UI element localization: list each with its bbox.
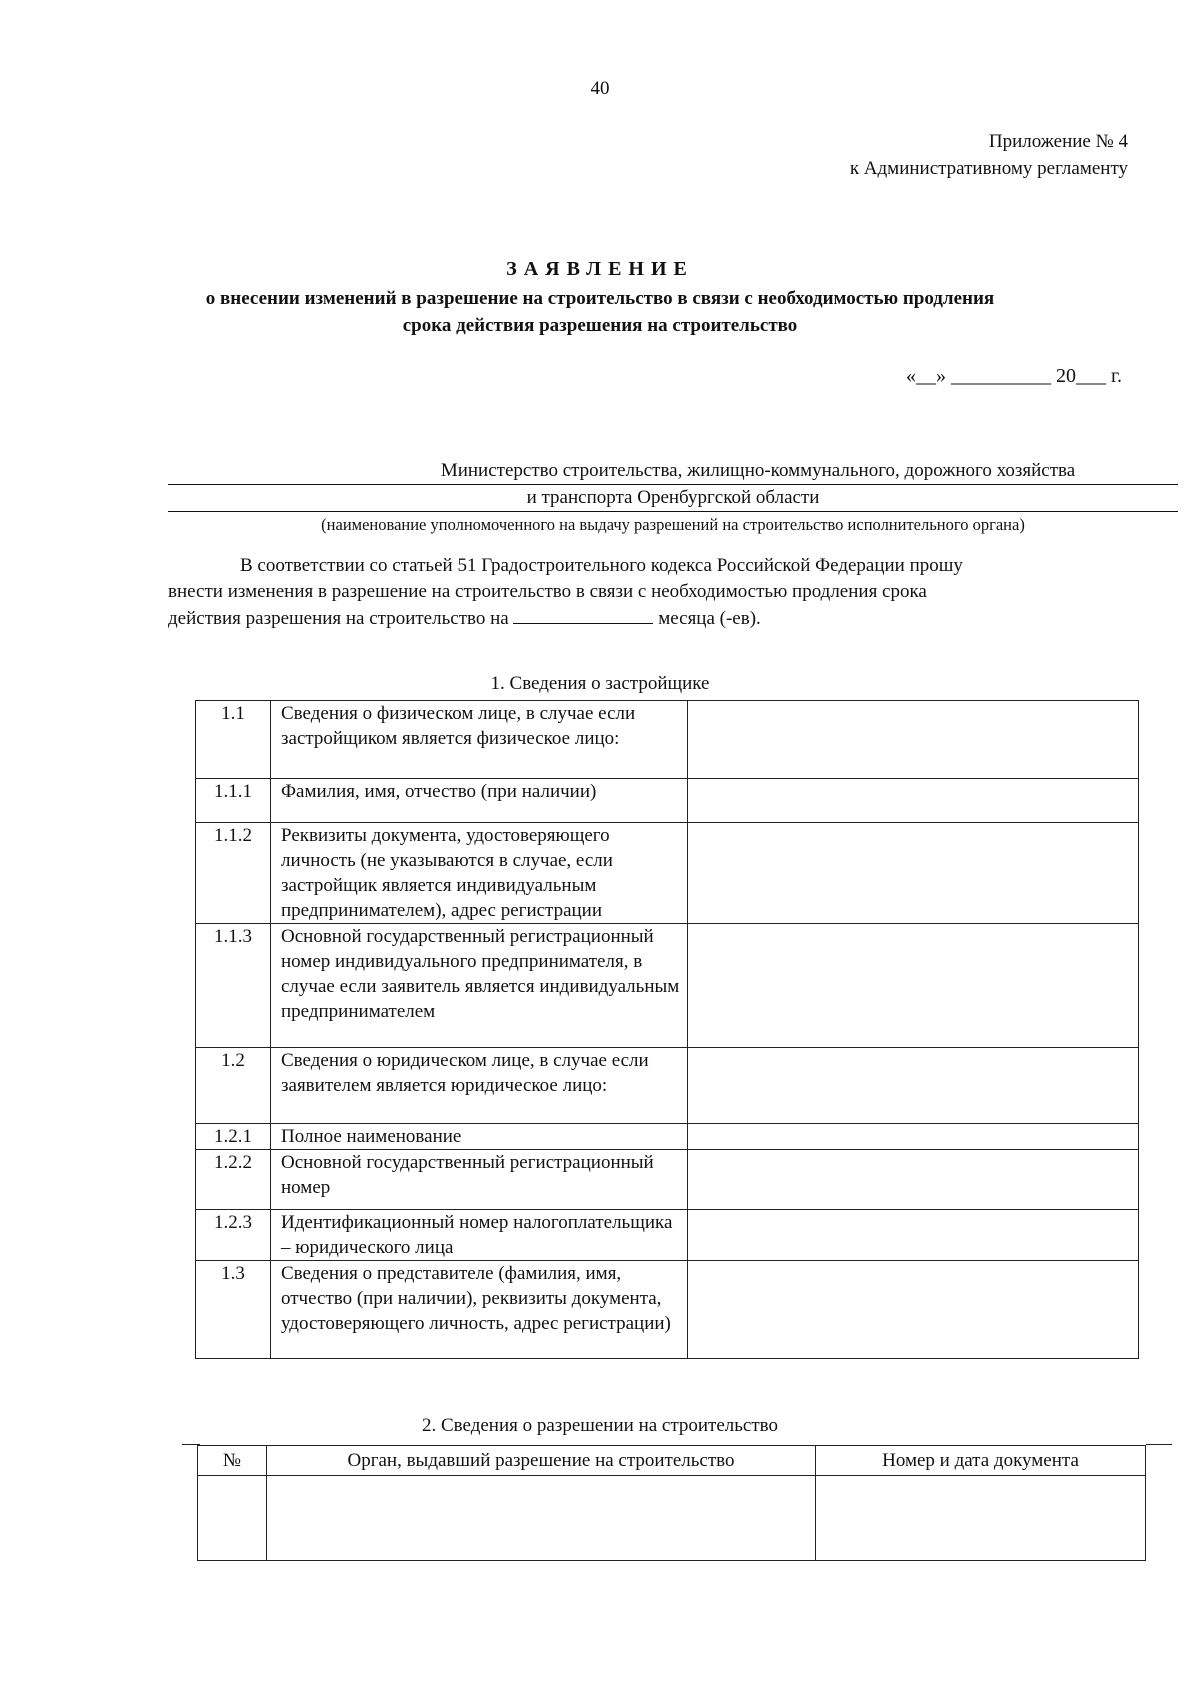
paragraph-line-3-start: действия разрешения на строительство на: [168, 608, 509, 629]
paragraph-line-2: внести изменения в разрешение на строительство в связи с необходимостью продления срока: [168, 581, 927, 602]
page-number: 40: [590, 78, 610, 99]
document-subtitle: [120, 285, 1080, 339]
row-label: Сведения о представителе (фамилия, имя, отчество (при наличии), реквизиты документа, удостоверяющего личность, адрес регистрации): [271, 1261, 688, 1359]
table-row: [196, 1210, 1139, 1261]
cell-document-number-date[interactable]: [816, 1476, 1146, 1561]
row-value-field[interactable]: [688, 1261, 1139, 1359]
table-row: [196, 779, 1139, 823]
request-paragraph: [168, 553, 1118, 632]
row-label: Идентификационный номер налогоплательщика – юридического лица: [271, 1210, 688, 1261]
row-number: 1.1.3: [196, 924, 271, 1048]
header-document-number-date: Номер и дата документа: [816, 1446, 1146, 1476]
row-value-field[interactable]: [688, 701, 1139, 779]
table-row: [196, 924, 1139, 1048]
row-label: Сведения о физическом лице, в случае если застройщиком является физическое лицо:: [271, 701, 688, 779]
row-number: 1.2.1: [196, 1124, 271, 1150]
authority-block: [168, 458, 1178, 535]
row-label: Основной государственный регистрационный номер: [271, 1150, 688, 1210]
authority-caption: (наименование уполномоченного на выдачу разрешений на строительство исполнительного органа): [321, 515, 1025, 534]
row-number: 1.3: [196, 1261, 271, 1359]
header-number: №: [198, 1446, 267, 1476]
row-number: 1.2.3: [196, 1210, 271, 1261]
section-1-title: 1. Сведения о застройщике: [490, 673, 710, 694]
paragraph-line-3-end: месяца (-ев).: [658, 608, 761, 629]
table-header-row: [198, 1446, 1146, 1476]
row-value-field[interactable]: [688, 1210, 1139, 1261]
paragraph-line-3: [168, 605, 1118, 632]
row-value-field[interactable]: [688, 1150, 1139, 1210]
row-label: Фамилия, имя, отчество (при наличии): [271, 779, 688, 823]
row-label: Реквизиты документа, удостоверяющего личность (не указываются в случае, если застройщик является индивидуальным предпринимателем), адрес регистрации: [271, 823, 688, 924]
row-number: 1.1.1: [196, 779, 271, 823]
header-issuing-authority: Орган, выдавший разрешение на строительство: [267, 1446, 816, 1476]
permit-info-table: [197, 1445, 1146, 1561]
authority-line-2: и транспорта Оренбургской области: [168, 485, 1178, 512]
cell-number[interactable]: [198, 1476, 267, 1561]
months-blank-field[interactable]: [513, 605, 653, 624]
appendix-line-1: Приложение № 4: [988, 131, 1128, 152]
row-label: Полное наименование: [271, 1124, 688, 1150]
subtitle-line-1: о внесении изменений в разрешение на строительство в связи с необходимостью продления: [205, 288, 995, 309]
table-rule-right: [1146, 1444, 1172, 1445]
authority-line-1: Министерство строительства, жилищно-коммунального, дорожного хозяйства: [168, 458, 1178, 485]
table-row: [196, 823, 1139, 924]
row-value-field[interactable]: [688, 823, 1139, 924]
appendix-reference: [850, 128, 1128, 182]
table-row: [196, 701, 1139, 779]
developer-info-table: [195, 700, 1139, 1359]
row-value-field[interactable]: [688, 1048, 1139, 1124]
appendix-line-2: к Административному регламенту: [849, 158, 1128, 179]
paragraph-line-1: В соответствии со статьей 51 Градостроительного кодекса Российской Федерации прошу: [240, 555, 963, 576]
date-field[interactable]: «__» __________ 20___ г.: [906, 365, 1122, 387]
row-number: 1.2.2: [196, 1150, 271, 1210]
row-label: Основной государственный регистрационный номер индивидуального предпринимателя, в случае если заявитель является индивидуальным предпринимателем: [271, 924, 688, 1048]
subtitle-line-2: срока действия разрешения на строительство: [402, 315, 798, 336]
table-row: [198, 1476, 1146, 1561]
table-row: [196, 1261, 1139, 1359]
row-value-field[interactable]: [688, 1124, 1139, 1150]
row-number: 1.2: [196, 1048, 271, 1124]
cell-issuing-authority[interactable]: [267, 1476, 816, 1561]
row-number: 1.1.2: [196, 823, 271, 924]
table-row: [196, 1124, 1139, 1150]
section-2-title: 2. Сведения о разрешении на строительство: [421, 1415, 779, 1436]
row-number: 1.1: [196, 701, 271, 779]
table-row: [196, 1150, 1139, 1210]
row-label: Сведения о юридическом лице, в случае если заявителем является юридическое лицо:: [271, 1048, 688, 1124]
document-title: ЗАЯВЛЕНИЕ: [506, 258, 694, 280]
row-value-field[interactable]: [688, 779, 1139, 823]
table-row: [196, 1048, 1139, 1124]
row-value-field[interactable]: [688, 924, 1139, 1048]
